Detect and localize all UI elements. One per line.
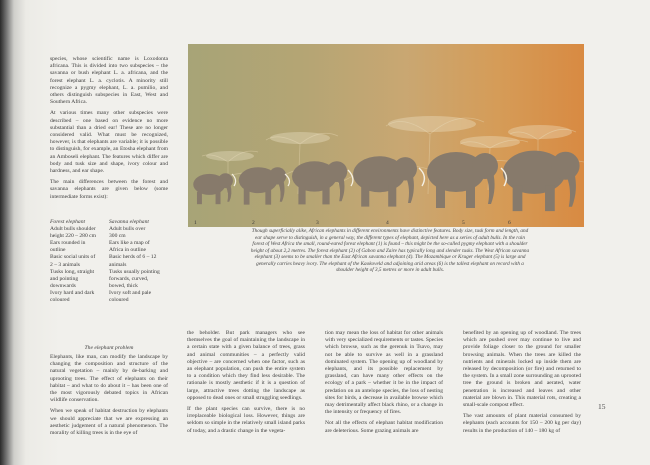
column-2-text (187, 330, 305, 439)
elephant-number: 1 (194, 220, 197, 226)
elephant-3 (292, 161, 347, 204)
paragraph: If the plant species can survive, there is no irreplaceable biological loss. However, things are seldom so simple in the relatively small island parks of today, and a drastic change in the vegeta- (187, 406, 305, 434)
cell: Tusks long, straight (50, 268, 95, 275)
paragraph: the beholder. But park managers who see themselves the goal of maintaining the landscape in a certain state with a given balance of trees, grass and animal communities – a perfectly valid objective – are concerned when one factor, such as an elephant population, can push the entire system to a condition which they find less desirable. The rationale is mostly aesthetic if it is a question of large, attractive trees dotting the landscape as opposed to dead ones or small struggling seedlings. (187, 330, 305, 401)
paragraph: At various times many other subspecies were described – one based on evidence no more substantial than a dried ear! These are no longer considered valid. What must be recognized, however, is that elephants are variable; it is possible to distinguish, for example, an Etosha elephant from an Amboseli elephant. The features which differ are body and tusk size and shape, ivory colour and hardness, and ear shape. (50, 110, 168, 175)
cell: Adult bulls shoulder (50, 226, 96, 233)
column-1-text (50, 56, 168, 205)
paragraph: benefited by an opening up of woodland. The trees which are pushed over may continue to live and provide foliage closer to the ground for smaller browsing animals. When the trees are killed the nutrients and minerals locked up inside them are released by decomposition (or fire) and returned to the system. In a small zone surrounding an uprooted tree the ground is broken and aerated, water penetration is increased and leaves and other material are blown in. This material rots, creating a small-scale compost effect. (463, 330, 581, 409)
elephant-number: 3 (316, 220, 319, 226)
table-header (50, 219, 180, 226)
paragraph: species, whose scientific name is Loxodonta africana. This is divided into two subspecies – the savanna or bush elephant L. a. africana, and the forest elephant L. a. cyclotis. A minority still recognize a pygmy elephant, L. a. pumilio, and others distinguish subspecies in East, West and Southern Africa. (50, 56, 168, 106)
cell: height 220 – 280 cm (50, 233, 96, 240)
paragraph: tion may mean the loss of habitat for other animals with very specialized requirements or tastes. Species which browse, such as the gerenuk in Tsavo, may not be able to survive as well in a grassland dominated system. The opening up of woodland by elephants, and its possible replacement by grassland, can have many other effects on the ecology of a park – whether it be in the impact of predation on an antelope species, the loss of nesting sites for birds, a decrease in available browse which may detrimentally affect black rhino, or a change in the intensity or frequency of fires. (325, 330, 443, 416)
cell: 2 – 3 animals (50, 261, 80, 268)
elephant-artwork (188, 44, 584, 227)
cell: outline (50, 247, 66, 254)
cell: forwards, curved, (109, 275, 149, 282)
cell: Ears like a map of (109, 240, 150, 247)
column-3-text (325, 330, 443, 439)
paragraph: Elephants, like man, can modify the landscape by changing the composition and structure of the natural vegetation – mainly by de-barking and uprooting trees. The effect of elephants on their habitat – and what to do about it – has been one of the most vigorously debated topics in African wildlife conservation. (50, 354, 168, 404)
table-row (50, 254, 180, 261)
header-savanna: Savanna elephant (109, 219, 149, 225)
cell: and pointing (50, 275, 79, 282)
cell: bowed, thick (109, 282, 138, 289)
elephant-number: 2 (252, 220, 255, 226)
table-row (50, 226, 180, 233)
cell: Adult bulls over (109, 226, 146, 233)
cell: Ivory hard and dark (50, 289, 95, 296)
elephant-number: 6 (508, 220, 511, 226)
elephant-5 (427, 152, 498, 208)
paragraph: The vast amounts of plant material consumed by elephants (each accounts for 150 – 200 kg per day) results in the production of 140 – 180 kg of (463, 413, 581, 434)
elephant-6 (503, 151, 580, 211)
illustration-caption: Though superficially alike, African elephants in different environments have distinctive features. Body size, tusk form and length, and ear shape serve to distinguish, in a general way, the different types of elephant, depicted here as a series of adult bulls. In the rain forest of West Africa the small, round-eared forest elephant (1) is found – this might be the so-called pygmy elephant with a shoulder height of about 2,2 metres. The forest elephant (2) of Gabon and Zaire has typically long and slender tusks. The West African savanna elephant (3) seems to be smaller than the East African savanna elephant (4). The Mozambique or Kruger elephant (5) is large and generally carries heavy ivory. The elephant of the Kaokoveld and adjoining arid areas (6) is the tallest elephant on record with a shoulder height of 3,5 metres or more in adult bulls. (250, 228, 530, 273)
header-forest: Forest elephant (50, 219, 86, 225)
table-row (50, 276, 180, 283)
table-row (50, 269, 180, 276)
cell: coloured (50, 297, 70, 304)
column-1-continued-text (50, 354, 168, 441)
elephant-number: 5 (462, 220, 465, 226)
cell: Basic herds of 6 – 12 (109, 254, 157, 261)
page-number: 15 (598, 402, 606, 411)
paragraph: The main differences between the forest and savanna elephants are given below (some intermediate forms exist): (50, 179, 168, 200)
elephant-illustration (188, 44, 584, 227)
elephant-2 (239, 167, 287, 204)
elephant-1 (193, 173, 233, 204)
table-row (50, 297, 180, 304)
table-row (50, 283, 180, 290)
section-heading: The elephant problem (84, 345, 134, 351)
table-row (50, 290, 180, 297)
cell: 300 cm (109, 233, 126, 240)
cell: Ivory soft and pale (109, 289, 152, 296)
paragraph: Not all the effects of elephant habitat modification are deleterious. Some grazing animals are (325, 420, 443, 434)
cell: downwards (50, 282, 76, 289)
paragraph: When we speak of habitat destruction by elephants we should appreciate that we are expressing an aesthetic judgement of a natural phenomenon. The morality of killing trees is in the eye of (50, 408, 168, 437)
cell: Ears rounded in (50, 240, 86, 247)
table-row (50, 262, 180, 269)
cell: coloured (109, 297, 129, 304)
cell: Basic social units of (50, 254, 96, 261)
elephant-4 (353, 156, 417, 206)
elephant-number: 4 (386, 220, 389, 226)
elephants (193, 151, 579, 211)
comparison-table (50, 219, 180, 304)
cell: Tusks usually pointing (109, 268, 160, 275)
column-4-text (463, 330, 581, 439)
cell: Africa in outline (109, 247, 146, 254)
cell: animals (109, 261, 127, 268)
